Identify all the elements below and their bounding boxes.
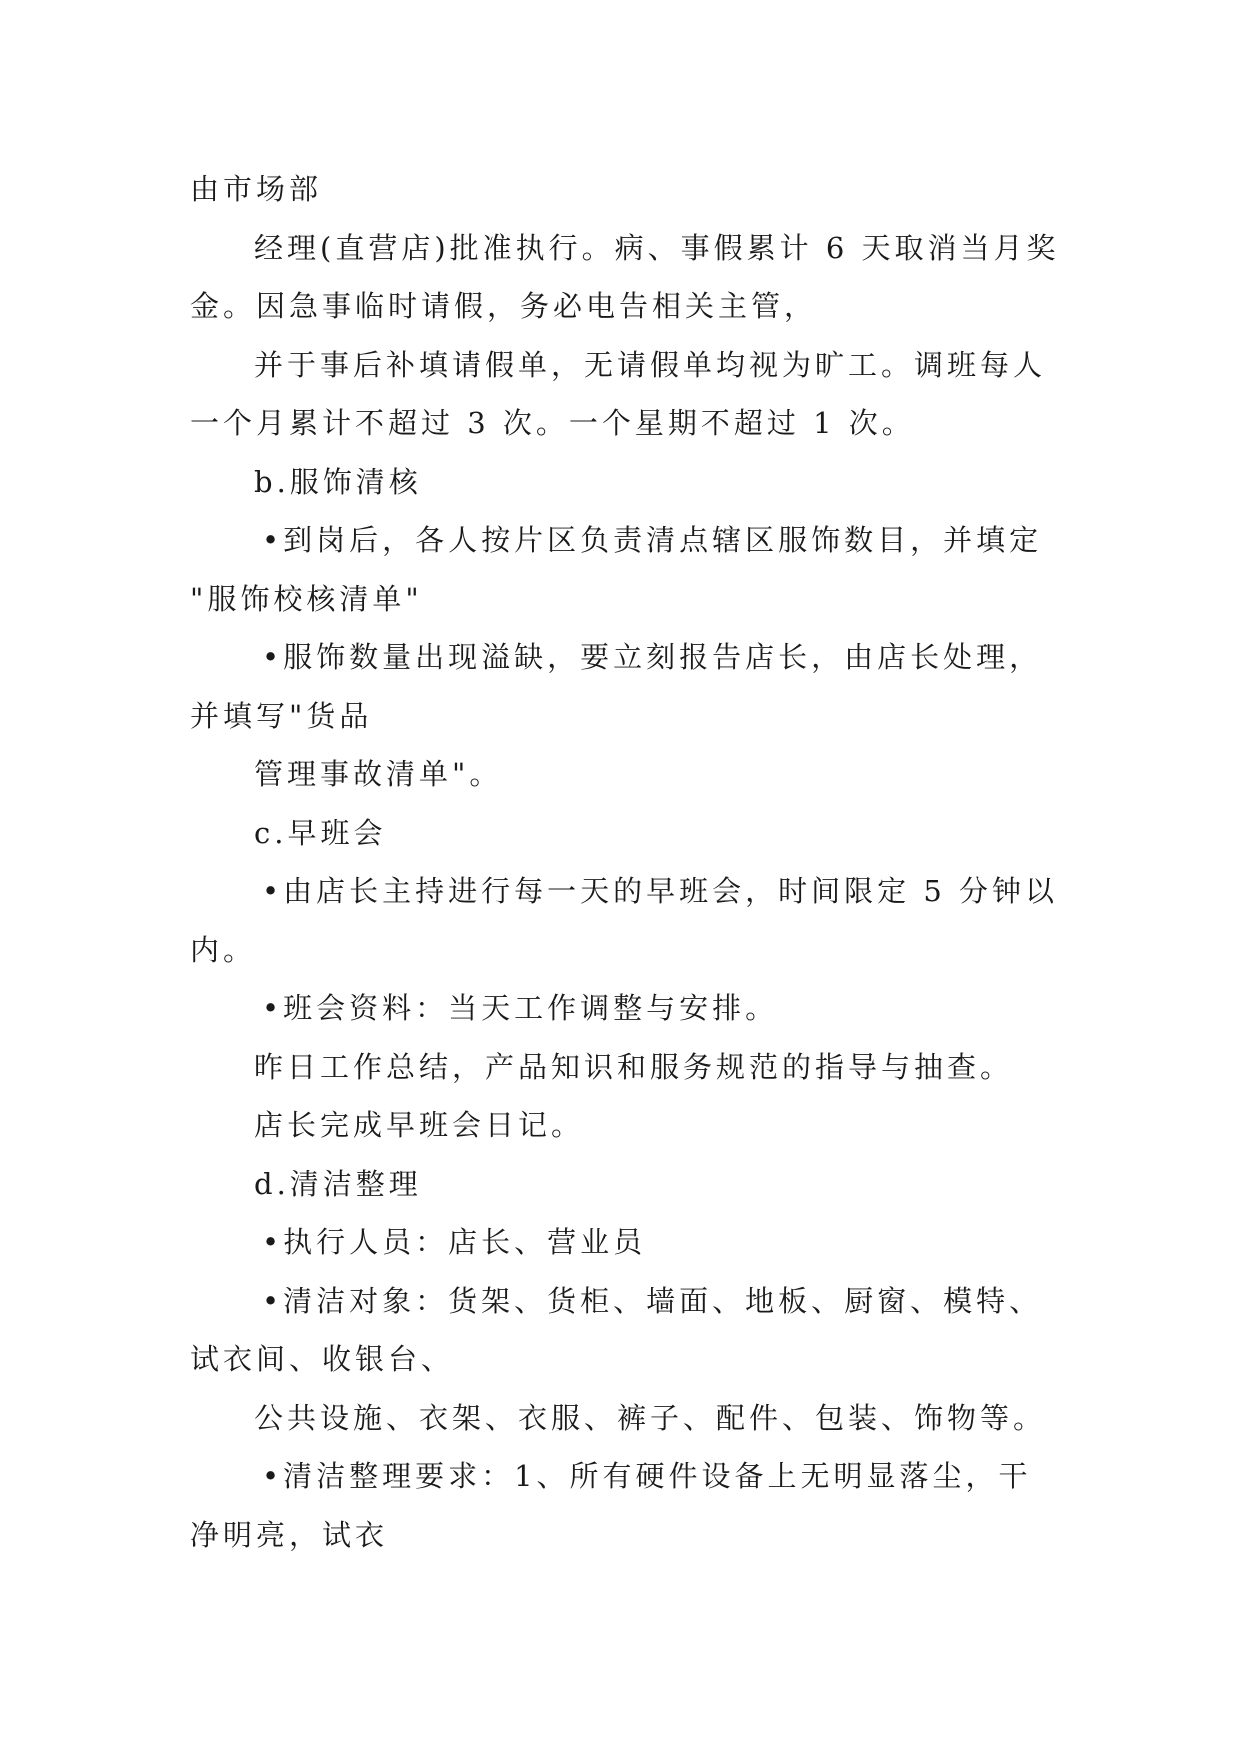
bullet-line-7: •清洁整理要求：1、所有硬件设备上无明显落尘，干 (262, 1459, 1032, 1493)
text-line-1: 由市场部 (190, 172, 323, 206)
bullet-line-2: •服饰数量出现溢缺，要立刻报告店长，由店长处理， (262, 640, 1043, 674)
text-line-10: 并填写"货品 (190, 698, 373, 733)
section-heading-b: b.服饰清核 (254, 464, 422, 499)
text-line-8: "服饰校核清单" (190, 581, 423, 616)
section-heading-d: d.清洁整理 (254, 1166, 422, 1201)
text-line-5: 一个月累计不超过 3 次。一个星期不超过 1 次。 (190, 406, 915, 440)
text-line-24: 净明亮，试衣 (190, 1517, 389, 1552)
text-line-16: 昨日工作总结，产品知识和服务规范的指导与抽查。 (254, 1049, 1014, 1084)
bullet-line-3: •由店长主持进行每一天的早班会，时间限定 5 分钟以 (262, 874, 1058, 908)
text-line-11: 管理事故清单"。 (254, 757, 503, 791)
text-line-2: 经理(直营店)批准执行。病、事假累计 6 天取消当月奖 (254, 230, 1060, 265)
bullet-line-5: •执行人员：店长、营业员 (262, 1225, 647, 1259)
bullet-line-6: •清洁对象：货架、货柜、墙面、地板、厨窗、模特、 (262, 1283, 1043, 1318)
text-line-22: 公共设施、衣架、衣服、裤子、配件、包装、饰物等。 (254, 1400, 1047, 1435)
text-line-4: 并于事后补填请假单，无请假单均视为旷工。调班每人 (254, 347, 1047, 382)
text-line-21: 试衣间、收银台、 (190, 1342, 455, 1376)
text-line-17: 店长完成早班会日记。 (254, 1108, 585, 1142)
section-heading-c: c.早班会 (254, 815, 387, 850)
bullet-line-4: •班会资料：当天工作调整与安排。 (262, 991, 779, 1025)
text-line-14: 内。 (190, 932, 257, 967)
text-line-3: 金。因急事临时请假，务必电告相关主管， (190, 289, 818, 323)
document-body (190, 160, 1060, 1564)
bullet-line-1: •到岗后，各人按片区负责清点辖区服饰数目，并填定 (262, 523, 1043, 557)
